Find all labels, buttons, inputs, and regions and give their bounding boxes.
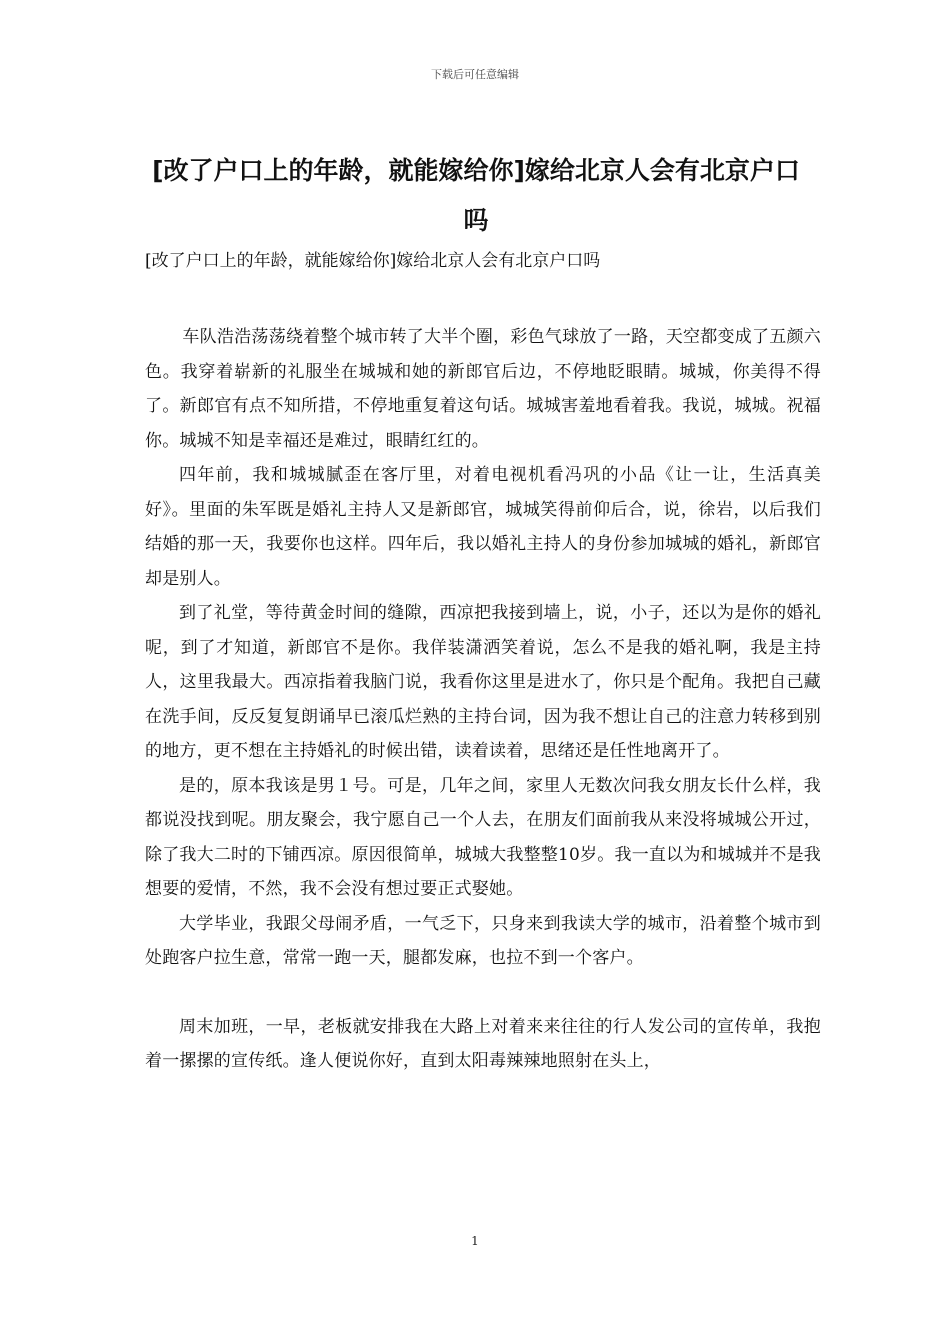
document-subtitle: [改了户口上的年龄，就能嫁给你]嫁给北京人会有北京户口吗 bbox=[145, 251, 601, 271]
document-body bbox=[145, 320, 821, 1079]
paragraph: 是的，原本我该是男１号。可是，几年之间，家里人无数次问我女朋友长什么样，我都说没找到呢。朋友聚会，我宁愿自己一个人去，在朋友们面前我从来没将城城公开过，除了我大二时的下铺西凉。原因很简单，城城大我整整10岁。我一直以为和城城并不是我想要的爱情，不然，我不会没有想过要正式娶她。 bbox=[145, 775, 821, 899]
page-number: 1 bbox=[471, 1234, 479, 1248]
paragraph: 四年前，我和城城腻歪在客厅里，对着电视机看冯巩的小品《让一让，生活真美好》。里面的朱军既是婚礼主持人又是新郎官，城城笑得前仰后合，说，徐岩，以后我们结婚的那一天，我要你也这样。四年后，我以婚礼主持人的身份参加城城的婚礼，新郎官却是别人。 bbox=[145, 465, 821, 589]
paragraph: 车队浩浩荡荡绕着整个城市转了大半个圈，彩色气球放了一路，天空都变成了五颜六色。我穿着崭新的礼服坐在城城和她的新郎官后边，不停地眨眼睛。城城，你美得不得了。新郎官有点不知所措，不停地重复着这句话。城城害羞地看着我。我说，城城。祝福你。城城不知是幸福还是难过，眼睛红红的。 bbox=[145, 327, 821, 451]
document-title: [改了户口上的年龄，就能嫁给你]嫁给北京人会有北京户口吗 bbox=[152, 156, 800, 235]
paragraph: 到了礼堂，等待黄金时间的缝隙，西凉把我接到墙上，说，小子，还以为是你的婚礼呢，到了才知道，新郎官不是你。我佯装潇洒笑着说，怎么不是我的婚礼啊，我是主持人，这里我最大。西凉指着我脑门说，我看你这里是进水了，你只是个配角。我把自己藏在洗手间，反反复复朗诵早已滚瓜烂熟的主持台词，因为我不想让自己的注意力转移到别的地方，更不想在主持婚礼的时候出错，读着读着，思绪还是任性地离开了。 bbox=[145, 603, 821, 761]
paragraph: 大学毕业，我跟父母闹矛盾，一气乏下，只身来到我读大学的城市，沿着整个城市到处跑客户拉生意，常常一跑一天，腿都发麻，也拉不到一个客户。 bbox=[145, 913, 821, 968]
paragraph: 周末加班，一早，老板就安排我在大路上对着来来往往的行人发公司的宣传单，我抱着一摞摞的宣传纸。逢人便说你好，直到太阳毒辣辣地照射在头上， bbox=[145, 1016, 821, 1071]
page-header-note: 下载后可任意编辑 bbox=[431, 68, 519, 81]
